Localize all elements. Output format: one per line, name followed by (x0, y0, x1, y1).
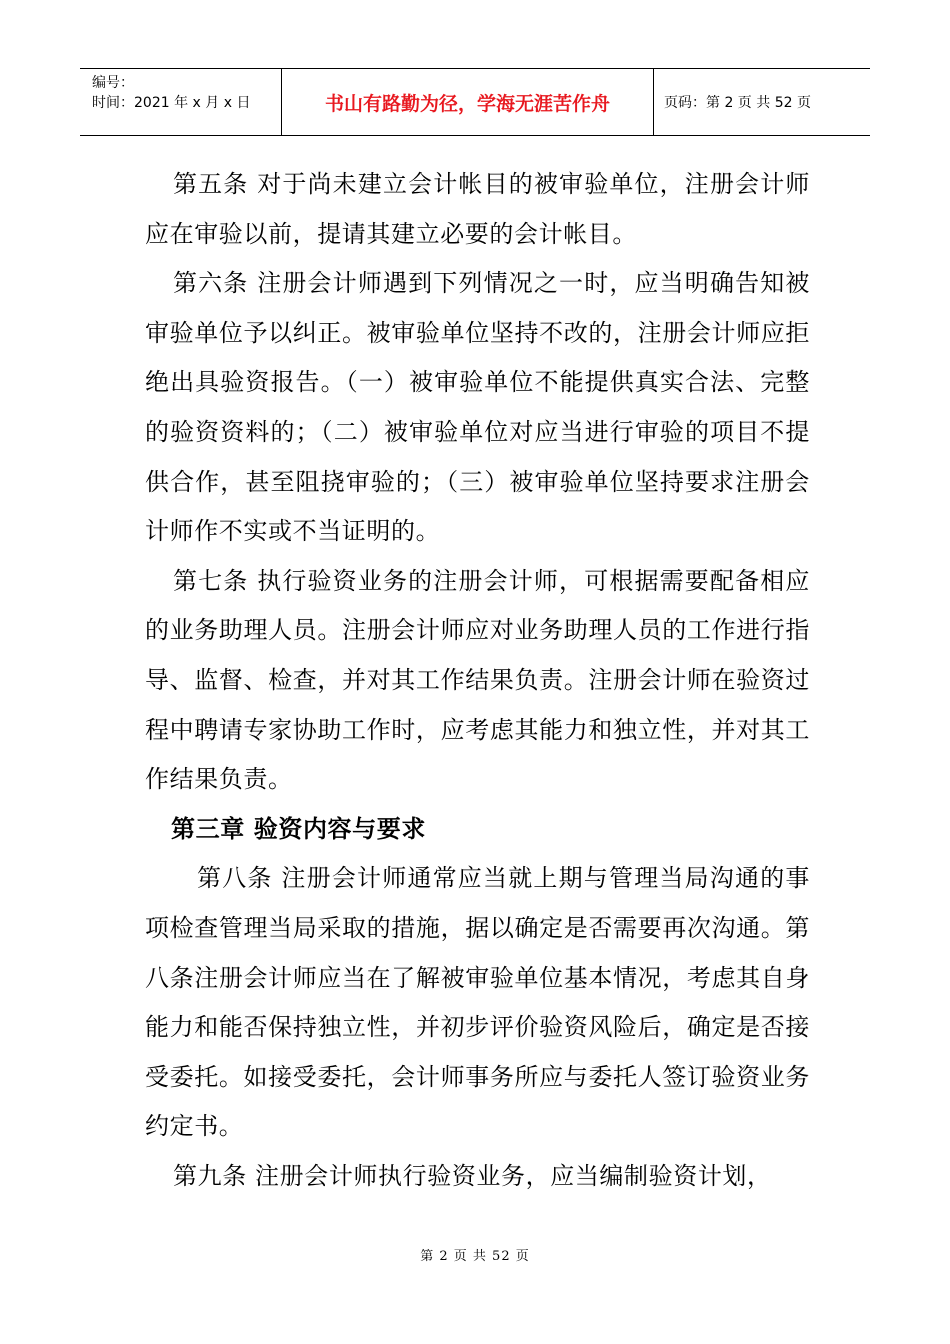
page-header (80, 68, 870, 136)
document-body (145, 160, 810, 1201)
article-6: 第六条 注册会计师遇到下列情况之一时，应当明确告知被审验单位予以纠正。被审验单位坚持不改的，注册会计师应拒绝出具验资报告。（一）被审验单位不能提供真实合法、完整的验资资料的；（二）被审验单位对应当进行审验的项目不提供合作，甚至阻挠审验的；（三）被审验单位坚持要求注册会计师作不实或不当证明的。 (145, 269, 810, 546)
article-8: 第八条 注册会计师通常应当就上期与管理当局沟通的事项检查管理当局采取的措施，据以确定是否需要再次沟通。第八条注册会计师应当在了解被审验单位基本情况，考虑其自身能力和能否保持独立性，并初步评价验资风险后，确定是否接受委托。如接受委托，会计师事务所应与委托人签订验资业务约定书。 (145, 864, 810, 1141)
article-5: 第五条 对于尚未建立会计帐目的被审验单位，注册会计师应在审验以前，提请其建立必要的会计帐目。 (145, 170, 810, 248)
document-number-label: 编号： (92, 75, 134, 91)
chapter-3-heading: 第三章 验资内容与要求 (171, 814, 426, 843)
header-page-info: 页码：第 2 页 共 52 页 (664, 95, 811, 111)
header-motto: 书山有路勤为径，学海无涯苦作舟 (282, 69, 654, 135)
document-date: 时间：2021 年 x 月 x 日 (92, 95, 251, 111)
article-7: 第七条 执行验资业务的注册会计师，可根据需要配备相应的业务助理人员。注册会计师应对业务助理人员的工作进行指导、监督、检查，并对其工作结果负责。注册会计师在验资过程中聘请专家协助工作时，应考虑其能力和独立性，并对其工作结果负责。 (145, 566, 810, 794)
page-footer: 第 2 页 共 52 页 (420, 1249, 530, 1264)
article-9: 第九条 注册会计师执行验资业务，应当编制验资计划， (173, 1161, 772, 1190)
header-meta (80, 69, 282, 135)
